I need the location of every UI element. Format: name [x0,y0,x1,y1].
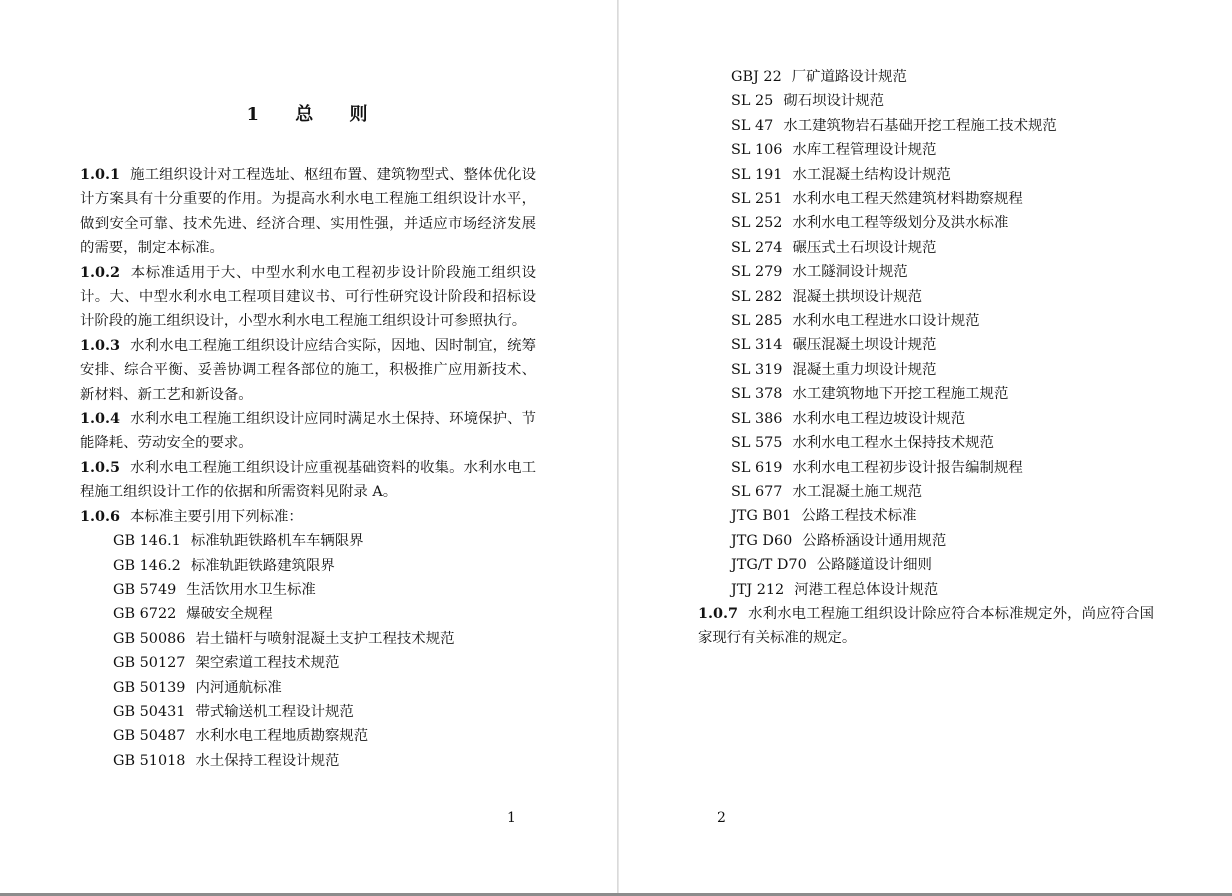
reference-item [731,163,1154,187]
reference-title: 爆破安全规程 [186,606,273,623]
reference-title: 水利水电工程地质勘察规范 [195,728,369,745]
reference-item [731,431,1154,455]
reference-code: SL 575 [731,435,783,452]
reference-title: 带式输送机工程设计规范 [195,703,354,720]
reference-code: JTG/T D70 [731,557,807,574]
reference-title: 碾压式土石坝设计规范 [792,239,937,256]
reference-item [731,407,1154,431]
clause-1-0-2 [80,261,536,334]
reference-code: SL 25 [731,93,774,110]
reference-title: 水库工程管理设计规范 [792,142,937,159]
reference-item [731,236,1154,260]
reference-code: GB 50139 [113,679,186,696]
reference-title: 水土保持工程设计规范 [195,752,340,769]
reference-title: 河港工程总体设计规范 [794,581,939,598]
reference-code: SL 252 [731,215,783,232]
page-number-left: 1 [507,810,516,826]
reference-item [731,65,1154,89]
reference-item [113,529,536,553]
reference-title: 标准轨距铁路建筑限界 [190,557,335,574]
reference-title: 混凝土拱坝设计规范 [792,288,922,305]
clause-1-0-4 [80,407,536,456]
reference-item [113,627,536,651]
reference-code: JTG D60 [731,532,793,549]
reference-item [731,285,1154,309]
reference-item [113,651,536,675]
clause-text: 水利水电工程施工组织设计应同时满足水土保持、环境保护、节能降耗、劳动安全的要求。 [80,411,536,452]
reference-code: SL 251 [731,191,783,208]
referenced-standards-list [80,529,536,773]
reference-title: 水利水电工程天然建筑材料勘察规程 [792,191,1023,208]
clause-1-0-3 [80,334,536,407]
clause-number: 1.0.3 [80,336,121,354]
reference-code: GB 50487 [113,728,186,745]
reference-code: SL 319 [731,361,783,378]
reference-item [731,260,1154,284]
clause-1-0-1 [80,163,536,261]
reference-item [113,676,536,700]
page-left [0,0,617,893]
reference-code: GB 50127 [113,655,186,672]
reference-title: 水利水电工程水土保持技术规范 [792,435,994,452]
reference-code: SL 314 [731,337,783,354]
reference-item [113,602,536,626]
reference-title: 水工混凝土结构设计规范 [792,166,951,183]
reference-code: GB 50086 [113,630,186,647]
reference-title: 混凝土重力坝设计规范 [792,361,937,378]
reference-item [731,309,1154,333]
reference-title: 水工隧洞设计规范 [792,264,908,281]
reference-code: GB 51018 [113,752,186,769]
reference-title: 水工建筑物岩石基础开挖工程施工技术规范 [783,117,1057,134]
reference-title: 架空索道工程技术规范 [195,655,340,672]
reference-code: SL 285 [731,313,783,330]
reference-item [113,724,536,748]
reference-title: 公路工程技术标准 [801,508,917,525]
page-right [619,0,1232,893]
reference-code: SL 106 [731,142,783,159]
clause-1-0-5 [80,456,536,505]
reference-item [731,89,1154,113]
reference-item [731,504,1154,528]
reference-item [731,529,1154,553]
right-page-body [698,65,1154,651]
reference-item [731,211,1154,235]
clause-text: 水利水电工程施工组织设计应结合实际，因地、因时制宜，统筹安排、综合平衡、妥善协调工程各部位的施工，积极推广应用新技术、新材料、新工艺和新设备。 [80,337,536,403]
clause-number: 1.0.6 [80,507,121,525]
reference-title: 标准轨距铁路机车车辆限界 [190,533,364,550]
reference-code: SL 378 [731,386,783,403]
reference-title: 内河通航标准 [195,679,282,696]
clause-text: 本标准适用于大、中型水利水电工程初步设计阶段施工组织设计。大、中型水利水电工程项目建议书、可行性研究设计阶段和招标设计阶段的施工组织设计，小型水利水电工程施工组织设计可参照执行。 [80,264,536,330]
reference-item [731,553,1154,577]
reference-title: 岩土锚杆与喷射混凝土支护工程技术规范 [195,630,455,647]
reference-code: SL 386 [731,410,783,427]
reference-code: SL 279 [731,264,783,281]
clause-1-0-7 [698,602,1154,651]
chapter-title: 1 总 则 [246,104,370,125]
clause-number: 1.0.5 [80,458,121,476]
clause-number: 1.0.1 [80,166,121,183]
reference-code: SL 191 [731,166,783,183]
reference-item [731,187,1154,211]
clause-text: 水利水电工程施工组织设计应重视基础资料的收集。水利水电工程施工组织设计工作的依据和所需资料见附录 A。 [80,459,536,501]
reference-code: SL 282 [731,288,783,305]
reference-code: SL 47 [731,117,774,134]
clause-number: 1.0.7 [698,604,739,622]
reference-code: SL 677 [731,483,783,500]
reference-item [731,382,1154,406]
reference-title: 水利水电工程进水口设计规范 [792,313,980,330]
clause-number: 1.0.2 [80,263,121,281]
clause-number: 1.0.4 [80,410,121,428]
reference-title: 公路隧道设计细则 [816,557,932,574]
clause-text: 本标准主要引用下列标准： [130,508,303,525]
reference-item [731,480,1154,504]
reference-title: 水利水电工程边坡设计规范 [792,410,966,427]
reference-item [113,578,536,602]
reference-code: JTG B01 [731,508,792,525]
page-number-right: 2 [717,810,726,826]
reference-title: 碾压混凝土坝设计规范 [792,337,937,354]
referenced-standards-list-continued [698,65,1154,602]
reference-code: GB 146.2 [113,557,181,574]
reference-title: 砌石坝设计规范 [783,93,885,110]
reference-title: 水工建筑物地下开挖工程施工规范 [792,386,1009,403]
reference-code: SL 274 [731,239,783,256]
clause-text: 水利水电工程施工组织设计除应符合本标准规定外，尚应符合国家现行有关标准的规定。 [698,605,1154,647]
reference-item [113,749,536,773]
reference-title: 公路桥涵设计通用规范 [802,532,947,549]
reference-code: GB 6722 [113,606,177,623]
reference-title: 厂矿道路设计规范 [791,69,907,85]
reference-title: 水工混凝土施工规范 [792,483,922,500]
reference-code: GBJ 22 [731,69,782,85]
reference-title: 水利水电工程初步设计报告编制规程 [792,459,1023,476]
reference-code: JTJ 212 [731,581,785,598]
reference-item [731,138,1154,162]
reference-item [731,578,1154,602]
reference-code: GB 50431 [113,703,186,720]
reference-item [731,456,1154,480]
reference-code: GB 5749 [113,581,177,598]
left-page-body [80,163,536,773]
reference-title: 水利水电工程等级划分及洪水标准 [792,215,1009,232]
reference-title: 生活饮用水卫生标准 [186,581,316,598]
reference-item [731,114,1154,138]
reference-item [731,333,1154,357]
reference-item [731,358,1154,382]
reference-code: SL 619 [731,459,783,476]
clause-1-0-6 [80,505,536,529]
reference-item [113,554,536,578]
reference-code: GB 146.1 [113,533,181,550]
reference-item [113,700,536,724]
clause-text: 施工组织设计对工程选址、枢纽布置、建筑物型式、整体优化设计方案具有十分重要的作用。为提高水利水电工程施工组织设计水平，做到安全可靠、技术先进、经济合理、实用性强，并适应市场经济发展的需要，制定本标准。 [80,167,536,257]
